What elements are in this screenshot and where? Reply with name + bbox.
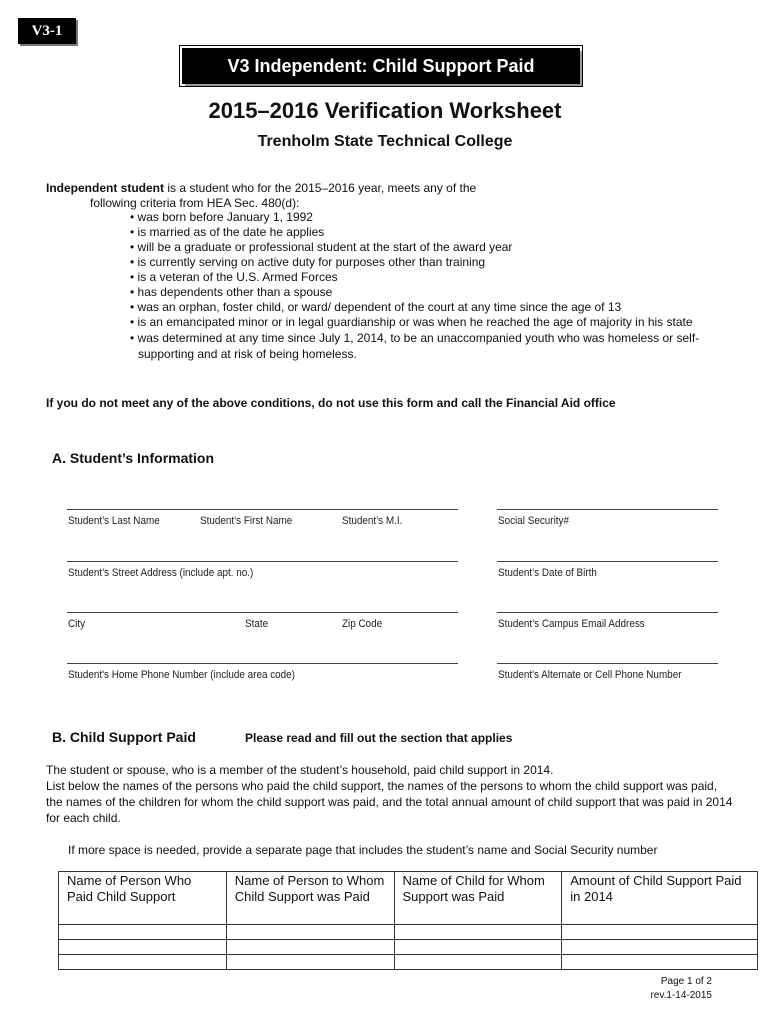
table-cell[interactable]: [226, 940, 394, 955]
definition-text-line2: following criteria from HEA Sec. 480(d):: [90, 196, 300, 210]
table-cell[interactable]: [562, 940, 758, 955]
eligibility-warning: If you do not meet any of the above conditions, do not use this form and call the Financial Aid office: [46, 396, 616, 410]
form-code-tag: V3-1: [18, 18, 76, 44]
table-header-amount: Amount of Child Support Paid in 2014: [562, 872, 758, 925]
instruction-line: The student or spouse, who is a member of the student’s household, paid child support in 2014.: [46, 763, 554, 777]
section-b-heading: B. Child Support Paid: [52, 729, 196, 745]
criteria-item: • is married as of the date he applies: [130, 225, 325, 239]
table-cell[interactable]: [562, 925, 758, 940]
revision-date: rev.1-14-2015: [650, 990, 712, 1001]
criteria-item: • was determined at any time since July 1, 2014, to be an unaccompanied youth who was homeless or self-supporting and at risk of being homeless.: [130, 331, 700, 361]
table-cell[interactable]: [59, 955, 227, 970]
table-header-row: [59, 872, 758, 925]
ssn-line[interactable]: [497, 509, 718, 510]
table-row: [59, 925, 758, 940]
address-label: Student’s Street Address (include apt. no.): [68, 567, 254, 579]
state-label: State: [245, 618, 269, 630]
address-line[interactable]: [67, 561, 458, 562]
dob-line[interactable]: [497, 561, 718, 562]
alt-phone-label: Student's Alternate or Cell Phone Number: [498, 669, 682, 681]
definition-term: Independent student: [46, 181, 164, 195]
child-support-instructions: [46, 762, 736, 826]
criteria-item: • was born before January 1, 1992: [130, 210, 313, 224]
more-space-note: If more space is needed, provide a separate page that includes the student’s name and Social Security number: [68, 843, 658, 857]
criteria-item: • is a veteran of the U.S. Armed Forces: [130, 270, 338, 284]
zip-label: Zip Code: [342, 618, 383, 630]
alt-phone-line[interactable]: [497, 663, 718, 664]
definition-text: is a student who for the 2015–2016 year, meets any of the: [164, 181, 477, 195]
instruction-paragraph: List below the names of the persons who paid the child support, the names of the persons to whom the child support was paid, the names of the children for whom the child support was paid, and the total annual amount of child support that was paid in 2014 for each child.: [46, 779, 733, 825]
mi-label: Student’s M.I.: [342, 515, 403, 527]
table-cell[interactable]: [59, 925, 227, 940]
home-phone-label: Student's Home Phone Number (include area code): [68, 669, 295, 681]
form-banner: V3 Independent: Child Support Paid: [182, 48, 580, 84]
table-cell[interactable]: [226, 955, 394, 970]
table-header-payee: Name of Person to Whom Child Support was Paid: [226, 872, 394, 925]
page-number: Page 1 of 2: [660, 976, 712, 987]
table-cell[interactable]: [226, 925, 394, 940]
table-row: [59, 955, 758, 970]
home-phone-line[interactable]: [67, 663, 458, 664]
email-label: Student’s Campus Email Address: [498, 618, 645, 630]
page-title: 2015–2016 Verification Worksheet: [208, 98, 562, 123]
child-support-table: [58, 871, 758, 970]
table-cell[interactable]: [562, 955, 758, 970]
criteria-item: • is an emancipated minor or in legal guardianship or was when he reached the age of majority in his state: [130, 315, 693, 329]
table-row: [59, 940, 758, 955]
college-name: Trenholm State Technical College: [257, 133, 513, 150]
criteria-item: • will be a graduate or professional student at the start of the award year: [130, 240, 513, 254]
page-footer: [650, 975, 712, 1003]
independent-definition: [46, 181, 726, 211]
city-label: City: [68, 618, 86, 630]
criteria-list: [130, 210, 710, 362]
ssn-label: Social Security#: [498, 515, 569, 527]
table-header-child: Name of Child for Whom Support was Paid: [394, 872, 562, 925]
table-cell[interactable]: [394, 925, 562, 940]
last-name-label: Student’s Last Name: [68, 515, 160, 527]
name-line[interactable]: [67, 509, 458, 510]
criteria-item: • was an orphan, foster child, or ward/ dependent of the court at any time since the age of 13: [130, 300, 622, 314]
section-b-instruction: Please read and fill out the section that applies: [245, 731, 513, 745]
email-line[interactable]: [497, 612, 718, 613]
table-cell[interactable]: [394, 955, 562, 970]
criteria-item: • is currently serving on active duty for purposes other than training: [130, 255, 486, 269]
table-cell[interactable]: [394, 940, 562, 955]
dob-label: Student’s Date of Birth: [498, 567, 597, 579]
criteria-item: • has dependents other than a spouse: [130, 285, 333, 299]
section-a-heading: A. Student’s Information: [52, 450, 215, 466]
table-header-payer: Name of Person Who Paid Child Support: [59, 872, 227, 925]
table-cell[interactable]: [59, 940, 227, 955]
city-state-zip-line[interactable]: [67, 612, 458, 613]
first-name-label: Student’s First Name: [200, 515, 293, 527]
